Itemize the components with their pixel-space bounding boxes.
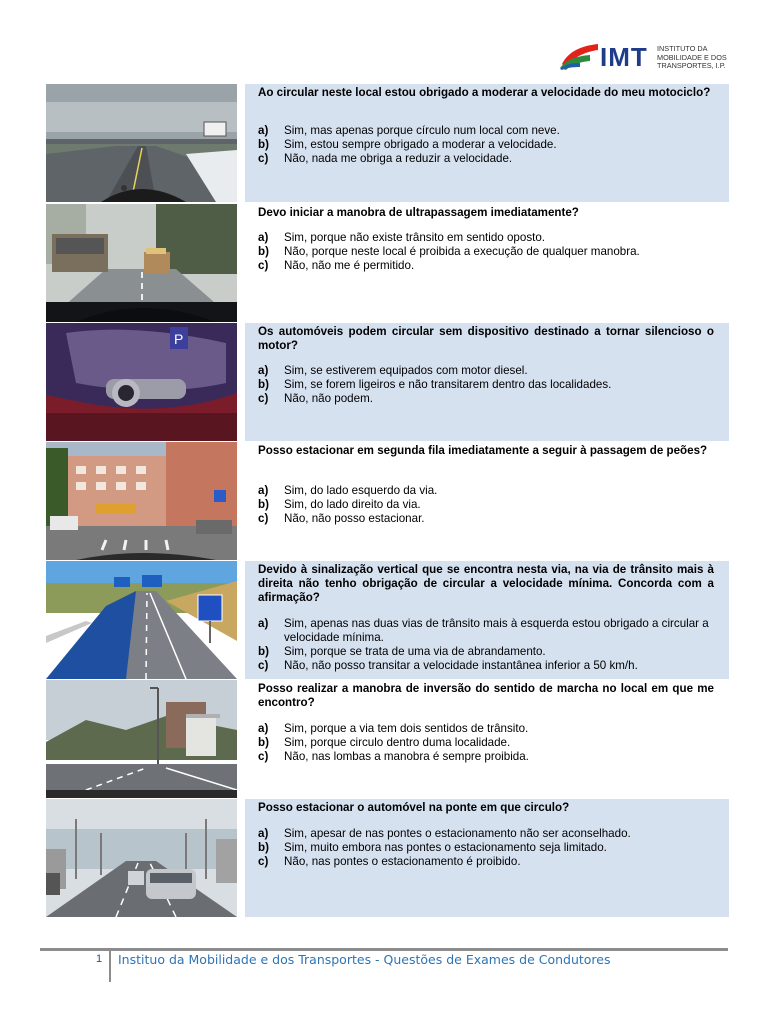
question-1-stem: Ao circular neste local estou obrigado a moderar a velocidade do meu motociclo? <box>258 86 711 99</box>
answer-option[interactable] <box>258 827 714 841</box>
answer-text: Não, nas lombas a manobra é sempre proibida. <box>284 750 529 763</box>
question-2-answers <box>258 231 714 273</box>
svg-text:P: P <box>174 331 184 347</box>
answer-letter: c) <box>258 659 269 672</box>
question-7-stem: Posso estacionar o automóvel na ponte em que circulo? <box>258 801 570 814</box>
answer-text: Não, não posso estacionar. <box>284 512 425 525</box>
question-5-answers <box>258 617 714 673</box>
answer-text: Não, nas pontes o estacionamento é proibido. <box>284 855 521 868</box>
question-2-stem: Devo iniciar a manobra de ultrapassagem imediatamente? <box>258 206 579 219</box>
page-number: 1 <box>96 953 103 965</box>
answer-option[interactable] <box>258 364 714 378</box>
footer-vertical-divider <box>109 951 111 982</box>
answer-option[interactable] <box>258 736 714 750</box>
answer-letter: c) <box>258 152 269 165</box>
answer-letter: b) <box>258 245 269 258</box>
answer-text: Sim, apenas nas duas vias de trânsito mais à esquerda estou obrigado a circular a velocidade mínima. <box>284 617 709 644</box>
answer-text: Sim, apesar de nas pontes o estacionamento não ser aconselhado. <box>284 827 631 840</box>
answer-letter: b) <box>258 645 269 658</box>
imt-logo-icon <box>560 40 600 70</box>
answer-text: Não, porque neste local é proibida a execução de qualquer manobra. <box>284 245 640 258</box>
answer-option[interactable] <box>258 484 714 498</box>
question-1-answers <box>258 124 714 166</box>
question-6-answers <box>258 722 714 764</box>
question-5-photo <box>46 561 237 679</box>
answer-text: Sim, muito embora nas pontes o estacionamento seja limitado. <box>284 841 607 854</box>
question-2-photo <box>46 204 237 322</box>
question-4-stem: Posso estacionar em segunda fila imediatamente a seguir à passagem de peões? <box>258 444 708 457</box>
answer-text: Sim, porque a via tem dois sentidos de trânsito. <box>284 722 529 735</box>
answer-letter: a) <box>258 722 269 735</box>
answer-option[interactable] <box>258 855 714 869</box>
answer-option[interactable] <box>258 152 714 166</box>
question-3 <box>46 323 729 441</box>
answer-text: Sim, se forem ligeiros e não transitarem dentro das localidades. <box>284 378 612 391</box>
imt-logo <box>560 40 730 76</box>
question-7 <box>46 799 729 917</box>
answer-text: Sim, porque não existe trânsito em sentido oposto. <box>284 231 546 244</box>
question-1 <box>46 84 729 202</box>
answer-option[interactable] <box>258 378 714 392</box>
answer-letter: b) <box>258 841 269 854</box>
answer-text: Sim, do lado esquerdo da via. <box>284 484 438 497</box>
question-4 <box>46 442 729 560</box>
answer-letter: b) <box>258 736 269 749</box>
question-5-stem: Devido à sinalização vertical que se encontra nesta via, na via de trânsito mais à direita não tenho obrigação de circular a velocidade mínima. Concorda com a afirmação? <box>258 563 714 604</box>
question-6-photo <box>46 680 237 798</box>
footer-divider <box>40 948 728 951</box>
answer-text: Sim, estou sempre obrigado a moderar a velocidade. <box>284 138 557 151</box>
answer-letter: c) <box>258 750 269 763</box>
answer-letter: a) <box>258 484 269 497</box>
answer-text: Sim, se estiverem equipados com motor diesel. <box>284 364 528 377</box>
answer-option[interactable] <box>258 259 714 273</box>
answer-letter: a) <box>258 231 269 244</box>
answer-option[interactable] <box>258 841 714 855</box>
answer-letter: a) <box>258 827 269 840</box>
answer-option[interactable] <box>258 659 714 673</box>
question-6 <box>46 680 729 798</box>
answer-text: Não, nada me obriga a reduzir a velocidade. <box>284 152 513 165</box>
answer-option[interactable] <box>258 722 714 736</box>
question-3-photo <box>46 323 237 441</box>
logo-institution-text: INSTITUTO DA MOBILIDADE E DOS TRANSPORTES, I.P. <box>657 44 727 71</box>
answer-option[interactable] <box>258 512 714 526</box>
answer-text: Não, não posso transitar a velocidade instantânea inferior a 50 km/h. <box>284 659 638 672</box>
answer-text: Sim, porque circulo dentro duma localidade. <box>284 736 511 749</box>
answer-option[interactable] <box>258 617 714 645</box>
answer-letter: c) <box>258 512 269 525</box>
answer-letter: c) <box>258 259 269 272</box>
question-3-answers <box>258 364 714 406</box>
answer-letter: b) <box>258 378 269 391</box>
answer-letter: b) <box>258 498 269 511</box>
answer-letter: a) <box>258 124 269 137</box>
logo-wordmark: IMT <box>600 42 648 72</box>
footer-title: Instituo da Mobilidade e dos Transportes - Questões de Exames de Condutores <box>118 952 611 967</box>
answer-option[interactable] <box>258 245 714 259</box>
question-2 <box>46 204 729 322</box>
question-7-photo <box>46 799 237 917</box>
answer-text: Não, não podem. <box>284 392 373 405</box>
question-3-stem: Os automóveis podem circular sem dispositivo destinado a tornar silencioso o motor? <box>258 325 714 352</box>
answer-option[interactable] <box>258 498 714 512</box>
question-1-photo <box>46 84 237 202</box>
answer-letter: c) <box>258 855 269 868</box>
answer-letter: c) <box>258 392 269 405</box>
answer-option[interactable] <box>258 138 714 152</box>
answer-letter: a) <box>258 364 269 377</box>
answer-option[interactable] <box>258 231 714 245</box>
answer-text: Sim, porque se trata de uma via de abrandamento. <box>284 645 546 658</box>
answer-option[interactable] <box>258 645 714 659</box>
answer-option[interactable] <box>258 392 714 406</box>
question-7-answers <box>258 827 714 869</box>
answer-letter: b) <box>258 138 269 151</box>
answer-letter: a) <box>258 617 269 630</box>
answer-text: Não, não me é permitido. <box>284 259 415 272</box>
answer-option[interactable] <box>258 750 714 764</box>
answer-text: Sim, mas apenas porque círculo num local com neve. <box>284 124 560 137</box>
question-5 <box>46 561 729 679</box>
answer-text: Sim, do lado direito da via. <box>284 498 421 511</box>
question-4-answers <box>258 484 714 526</box>
question-4-photo <box>46 442 237 560</box>
question-6-stem: Posso realizar a manobra de inversão do sentido de marcha no local em que me encontro? <box>258 682 714 709</box>
answer-option[interactable] <box>258 124 714 138</box>
